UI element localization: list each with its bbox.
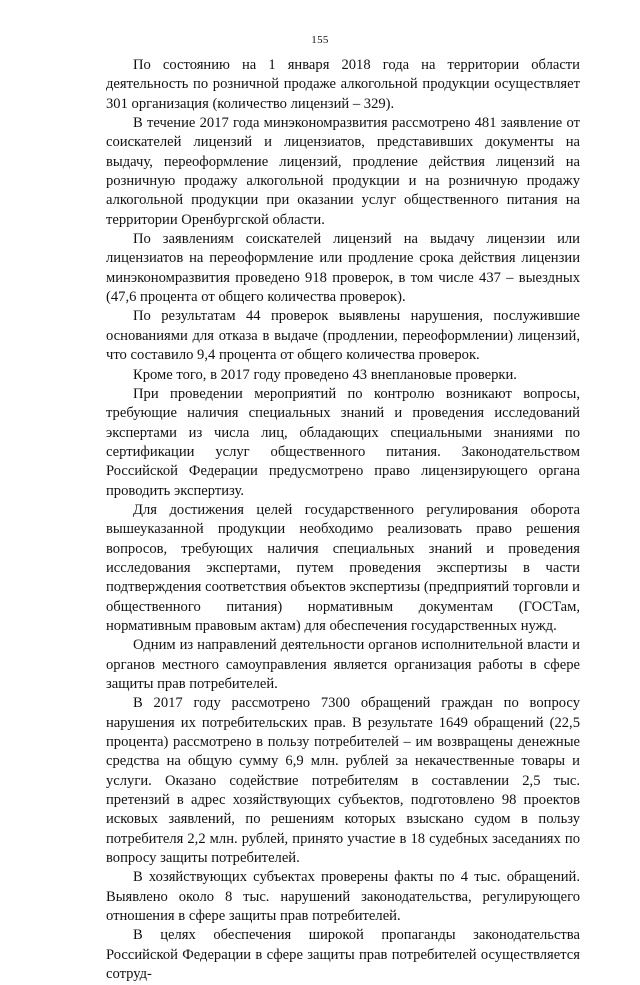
page-number: 155 bbox=[311, 34, 329, 46]
paragraph-consumer-protection: Одним из направлений деятельности органов исполнительной власти и органов местного самоуправления является организация работы в сфере защиты прав потребителей. bbox=[106, 637, 580, 692]
document-body bbox=[106, 56, 580, 985]
paragraph-appeals-2017: В 2017 году рассмотрено 7300 обращений граждан по вопросу нарушения их потребительских прав. В результате 1649 обращений (22,5 процента) рассмотрено в пользу потребителей – им возвращены денежные средства на общую сумму 6,9 млн. рублей за некачественные товары и услуги. Оказано содействие потребителям в составлении 2,5 тыс. претензий в адрес хозяйствующих субъектов, подготовлено 98 проектов исковых заявлений, по решениям которых взыскано судом в пользу потребителя 2,2 млн. рублей, принято участие в 18 судебных заседаниях по вопросу защиты потребителей. bbox=[106, 695, 580, 867]
paragraph-business-checks: В хозяйствующих субъектах проверены факты по 4 тыс. обращений. Выявлено около 8 тыс. нарушений законодательства, регулирующего отношения в сфере защиты прав потребителей. bbox=[106, 869, 580, 925]
paragraph-expertise-questions: При проведении мероприятий по контролю возникают вопросы, требующие наличия специальных знаний и проведения исследований экспертами из числа лиц, обладающих специальными знаниями по сертификации услуг общественного питания. Законодательством Российской Федерации предусмотрено право лицензирующего органа проводить экспертизу. bbox=[106, 385, 580, 499]
paragraph-state-regulation: Для достижения целей государственного регулирования оборота вышеуказанной продукции необходимо реализовать право решения вопросов, требующих наличия специальных знаний и проведения исследования экспертами, путем проведения экспертизы в части подтверждения соответствия объектов экспертизы (предприятий торговли и общественного питания) нормативным документам (ГОСТам, нормативным правовым актам) для обеспечения государственных нужд. bbox=[106, 501, 580, 634]
paragraph-inspections: По заявлениям соискателей лицензий на выдачу лицензии или лицензиатов на переоформление или продление срока действия лицензии минэкономразвития проведено 918 проверок, в том числе 437 – выездных (47,6 процента от общего количества проверок). bbox=[106, 231, 580, 306]
paragraph-applications: В течение 2017 года минэкономразвития рассмотрено 481 заявление от соискателей лицензий и лицензиатов, представивших документы на выдачу, переоформление лицензий, продление действия лицензий на розничную продажу алкогольной продукции и на розничную продажу алкогольной продукции при оказании услуг общественного питания на территории Оренбургской области. bbox=[106, 115, 580, 228]
paragraph-violations: По результатам 44 проверок выявлены нарушения, послужившие основаниями для отказа в выдаче (продлении, переоформлении) лицензий, что составило 9,4 процента от общего количества проверок. bbox=[106, 308, 580, 364]
paragraph-licenses-count: По состоянию на 1 января 2018 года на территории области деятельность по розничной продаже алкогольной продукции осуществляет 301 организация (количество лицензий – 329). bbox=[106, 57, 580, 112]
paragraph-propaganda: В целях обеспечения широкой пропаганды законодательства Российской Федерации в сфере защиты прав потребителей осуществляется сотруд- bbox=[106, 927, 580, 983]
paragraph-unscheduled-inspections: Кроме того, в 2017 году проведено 43 внеплановые проверки. bbox=[133, 366, 517, 383]
